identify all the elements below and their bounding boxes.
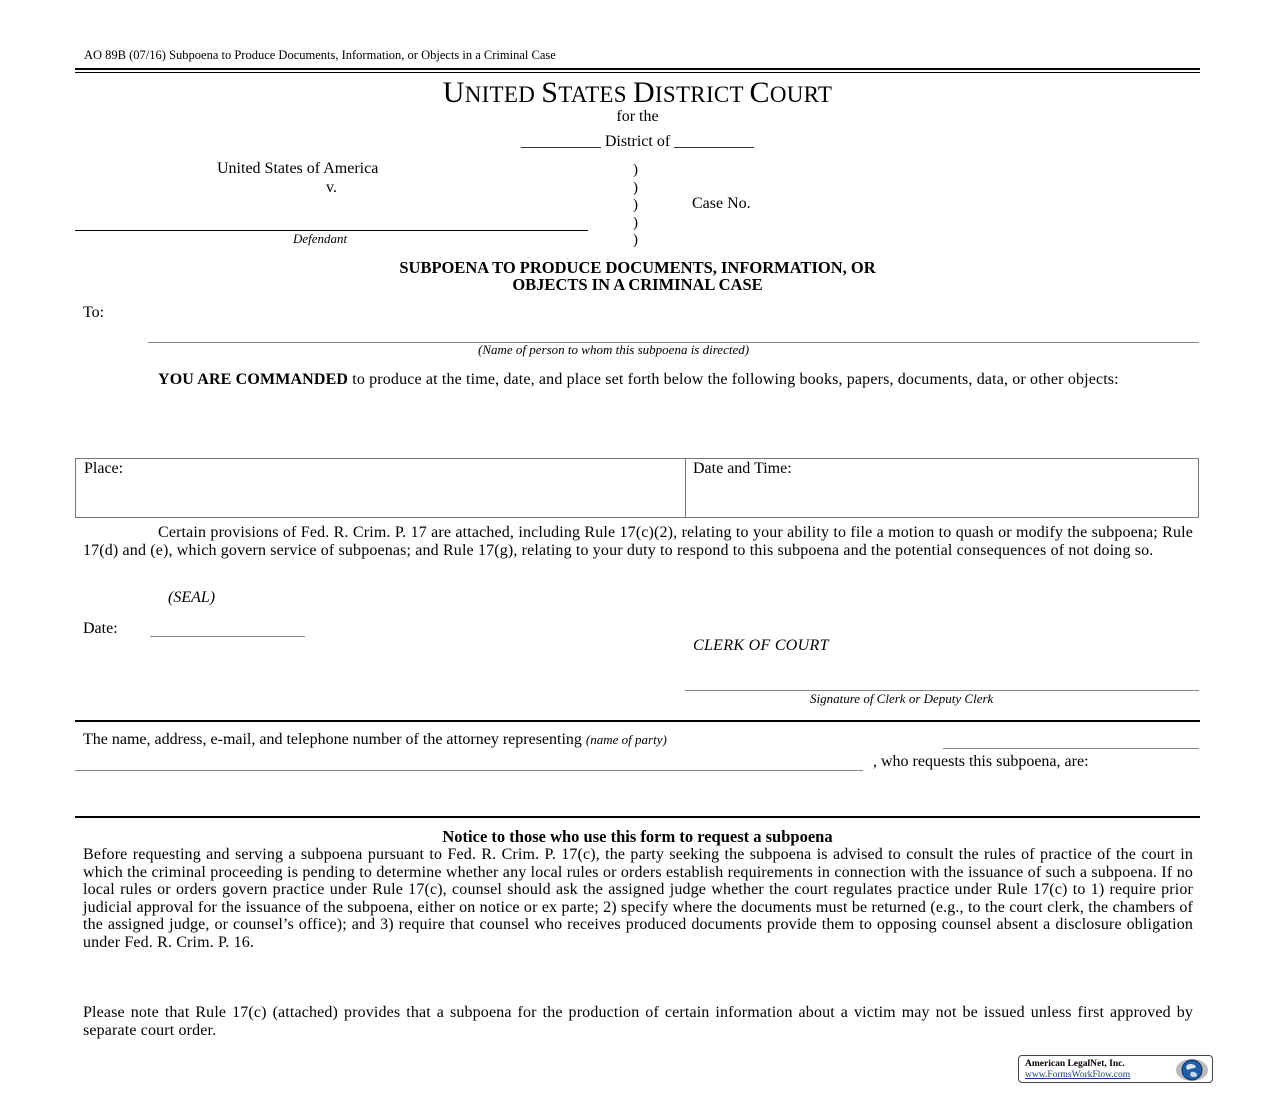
- recipient-caption: (Name of person to whom this subpoena is directed): [478, 342, 750, 357]
- place-label[interactable]: Place:: [84, 460, 124, 477]
- globe-icon: [1175, 1058, 1209, 1082]
- requests-suffix: , who requests this subpoena, are:: [873, 753, 1089, 770]
- logo-company: American LegalNet, Inc.: [1025, 1059, 1125, 1069]
- party-hint: (name of party): [585, 732, 667, 747]
- notice-heading: Notice to those who use this form to request a subpoena: [442, 827, 833, 846]
- provisions-paragraph: Certain provisions of Fed. R. Crim. P. 17 are attached, including Rule 17(c)(2), relating to your ability to file a motion to quash or modify the subpoena; Rule 17(d) and (e), which govern service of subpoenas; and Rule 17(g), relating to your duty to respond to this subpoena and the potential consequences of not doing so.: [83, 524, 1193, 559]
- form-identifier: AO 89B (07/16) Subpoena to Produce Documents, Information, or Objects in a Criminal Case: [84, 48, 556, 62]
- district-line[interactable]: __________ District of __________: [520, 133, 755, 150]
- attorney-statement: The name, address, e-mail, and telephone number of the attorney representing (name of party): [83, 731, 667, 748]
- date-time-label[interactable]: Date and Time:: [693, 460, 792, 477]
- court-title: UNITED STATES DISTRICT COURT: [442, 76, 833, 109]
- section-divider: [75, 720, 1200, 722]
- header-rule-thin: [75, 72, 1200, 73]
- attorney-info-line[interactable]: [75, 770, 863, 771]
- american-legalnet-logo[interactable]: [1018, 1055, 1213, 1083]
- notice-paragraph-2: Please note that Rule 17(c) (attached) provides that a subpoena for the production of certain information about a victim may not be issued unless first approved by separate court order.: [83, 1004, 1193, 1039]
- plaintiff-name: United States of America: [217, 160, 379, 177]
- date-field-line[interactable]: [150, 636, 305, 637]
- place-date-table: [75, 458, 1199, 518]
- caption-parens: ) ) ) ) ): [633, 162, 638, 248]
- party-name-line[interactable]: [943, 748, 1199, 749]
- case-number-label: Case No.: [692, 195, 751, 212]
- notice-divider: [75, 816, 1200, 818]
- versus-label: v.: [326, 179, 337, 196]
- table-divider: [685, 459, 686, 517]
- header-rule: [75, 68, 1200, 70]
- defendant-label: Defendant: [293, 231, 348, 246]
- logo-url[interactable]: www.FormsWorkFlow.com: [1025, 1070, 1131, 1080]
- clerk-of-court-label: CLERK OF COURT: [693, 637, 829, 654]
- to-label: To:: [83, 304, 105, 321]
- notice-paragraph-1: Before requesting and serving a subpoena pursuant to Fed. R. Crim. P. 17(c), the party seeking the subpoena is advised to consult the rules of practice of the court in which the criminal proceeding is pending to determine whether any local rules or orders establish requirements in connection with the issuance of such a subpoena. If no local rules or orders govern practice under Rule 17(c), counsel should ask the assigned judge whether the court regulates practice under Rule 17(c) to 1) require prior judicial approval for the issuance of the subpoena, either on notice or ex parte; 2) specify where the documents must be returned (e.g., to the court clerk, the chambers of the assigned judge, or counsel’s office); and 3) require that counsel who receives produced documents provide them to opposing counsel absent a disclosure obligation under Fed. R. Crim. P. 16.: [83, 846, 1193, 951]
- date-label: Date:: [83, 620, 118, 637]
- signature-caption: Signature of Clerk or Deputy Clerk: [810, 691, 994, 706]
- subpoena-title: SUBPOENA TO PRODUCE DOCUMENTS, INFORMATION, OR OBJECTS IN A CRIMINAL CASE: [399, 258, 876, 294]
- command-paragraph: YOU ARE COMMANDED to produce at the time, date, and place set forth below the following books, papers, documents, data, or other objects:: [158, 371, 1119, 388]
- seal-label: (SEAL): [168, 589, 216, 606]
- for-the-label: for the: [616, 108, 659, 125]
